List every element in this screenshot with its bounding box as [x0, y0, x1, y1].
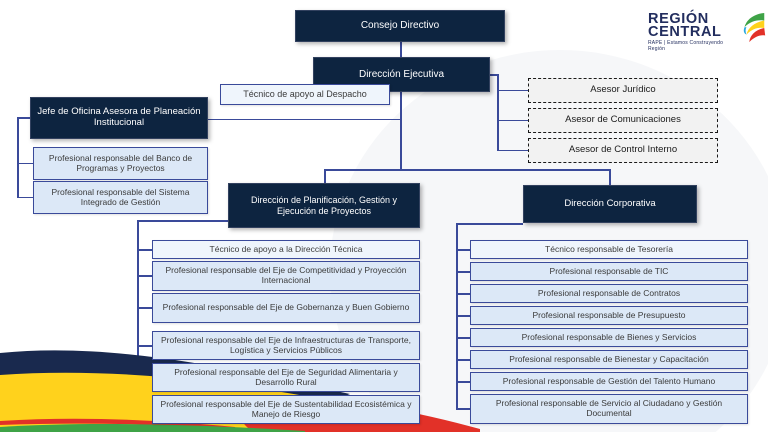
- node-label: Profesional responsable del Sistema Integrado de Gestión: [51, 186, 190, 207]
- connector-line: [324, 169, 611, 171]
- node-label: Dirección de Planificación, Gestión y Ejecución de Proyectos: [250, 195, 398, 216]
- node-label: Profesional responsable de Bienes y Servicios: [521, 331, 697, 342]
- logo-flame-icon: [738, 10, 766, 46]
- logo-line1: REGIÓN: [648, 11, 709, 27]
- node-label: Profesional responsable de Servicio al Ciudadano y Gestión Documental: [495, 398, 723, 418]
- node-asesor-control-interno: [528, 138, 718, 163]
- logo-wordmark: [648, 13, 736, 52]
- node-label: Asesor de Control Interno: [568, 144, 678, 156]
- connector-line: [456, 223, 523, 225]
- node-eje-gobernanza: [152, 293, 420, 323]
- node-label: Profesional responsable del Banco de Programas y Proyectos: [48, 152, 193, 173]
- node-label: Profesional responsable de Bienestar y Capacitación: [509, 353, 709, 364]
- node-label: Profesional responsable del Eje de Competitividad y Proyección Internacional: [165, 265, 407, 285]
- connector-line: [456, 293, 470, 295]
- node-eje-competitividad: [152, 261, 420, 291]
- node-direccion-planificacion: [228, 183, 420, 228]
- node-tecnico-direccion-tecnica: [152, 240, 420, 259]
- node-label: Técnico de apoyo al Despacho: [243, 89, 367, 100]
- connector-line: [497, 90, 528, 92]
- connector-line: [456, 315, 470, 317]
- connector-line: [137, 275, 152, 277]
- node-prof-talento-humano: [470, 372, 748, 391]
- connector-line: [497, 74, 499, 151]
- connector-line: [207, 119, 401, 121]
- node-prof-sistema-integrado: [33, 181, 208, 214]
- node-prof-bienestar-capacitacion: [470, 350, 748, 369]
- node-tecnico-tesoreria: [470, 240, 748, 259]
- node-prof-tic: [470, 262, 748, 281]
- node-eje-sustentabilidad: [152, 395, 420, 424]
- node-label: Profesional responsable de TIC: [549, 265, 669, 276]
- connector-line: [137, 307, 152, 309]
- node-label: Profesional responsable de Presupuesto: [532, 309, 686, 320]
- node-label: Consejo Directivo: [360, 20, 440, 32]
- node-asesor-juridico: [528, 78, 718, 103]
- node-label: Asesor de Comunicaciones: [565, 114, 681, 126]
- node-consejo-directivo: [295, 10, 505, 42]
- node-label: Profesional responsable del Eje de Infraestructuras de Transporte, Logística y Servicios Públicos: [161, 334, 411, 355]
- connector-line: [137, 220, 228, 222]
- connector-line: [609, 169, 611, 185]
- connector-line: [456, 271, 470, 273]
- logo-tagline: RAPE | Estamos Construyendo Región: [648, 40, 724, 52]
- node-label: Profesional responsable de Contratos: [537, 287, 681, 298]
- node-eje-seguridad-alimentaria: [152, 363, 420, 392]
- node-label: Dirección Corporativa: [564, 197, 656, 209]
- node-asesor-comunicaciones: [528, 108, 718, 133]
- region-central-logo: [648, 13, 766, 61]
- node-label: Jefe de Oficina Asesora de Planeación Institucional: [37, 106, 201, 128]
- connector-line: [17, 117, 30, 119]
- connector-line: [17, 163, 33, 165]
- node-label: Técnico de apoyo a la Dirección Técnica: [209, 243, 363, 254]
- connector-line: [497, 150, 528, 152]
- node-direccion-corporativa: [523, 185, 697, 223]
- node-eje-infraestructuras: [152, 331, 420, 360]
- connector-line: [400, 92, 402, 170]
- connector-line: [324, 169, 326, 183]
- node-label: Asesor Jurídico: [590, 84, 656, 96]
- node-label: Profesional responsable del Eje de Seguridad Alimentaria y Desarrollo Rural: [174, 366, 398, 387]
- node-prof-presupuesto: [470, 306, 748, 325]
- connector-line: [137, 249, 152, 251]
- logo-line2: CENTRAL: [648, 23, 722, 40]
- connector-line: [17, 117, 19, 198]
- node-label: Profesional responsable de Gestión del Talento Humano: [502, 375, 716, 386]
- node-prof-contratos: [470, 284, 748, 303]
- node-tecnico-apoyo-despacho: [220, 84, 390, 105]
- connector-line: [497, 120, 528, 122]
- connector-line: [17, 197, 33, 199]
- node-prof-banco-programas: [33, 147, 208, 180]
- node-prof-servicio-ciudadano: [470, 394, 748, 424]
- node-label: Profesional responsable del Eje de Sustentabilidad Ecosistémica y Manejo de Riesgo: [160, 398, 412, 419]
- connector-line: [456, 249, 470, 251]
- node-label: Técnico responsable de Tesorería: [545, 243, 673, 254]
- connector-line: [400, 42, 402, 57]
- node-label: Dirección Ejecutiva: [358, 68, 445, 80]
- node-jefe-oficina-planeacion: [30, 97, 208, 139]
- node-prof-bienes-servicios: [470, 328, 748, 347]
- node-label: Profesional responsable del Eje de Gobernanza y Buen Gobierno: [162, 302, 410, 313]
